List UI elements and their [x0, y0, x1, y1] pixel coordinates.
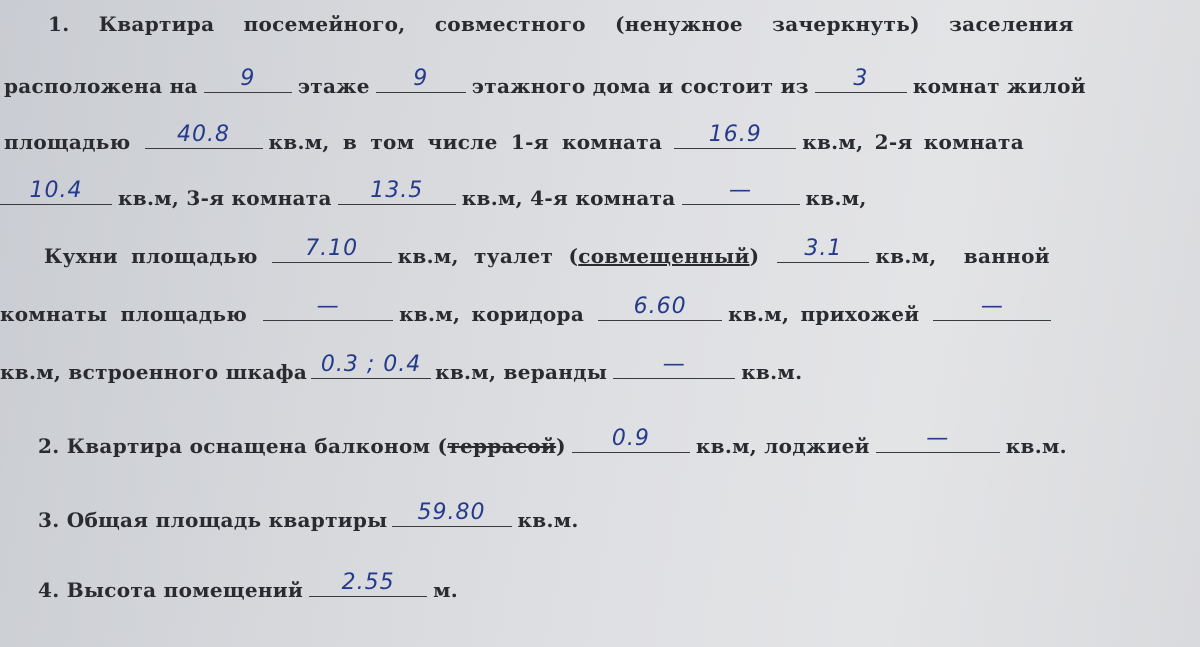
corridor-field[interactable]: [598, 294, 722, 321]
label-area: площадью: [4, 130, 131, 154]
room4-field[interactable]: [682, 178, 800, 205]
form-line-5: [44, 236, 1200, 268]
form-line-1: [48, 12, 1110, 36]
label-room1: кв.м, в том числе 1-я комната: [268, 130, 663, 154]
label-living-rooms: комнат жилой: [912, 74, 1086, 98]
living-area-field[interactable]: [145, 122, 263, 149]
form-line-balcony: [38, 426, 1200, 458]
bathroom-value: —: [316, 294, 340, 319]
form-line-2: [4, 66, 1200, 98]
room1-value: 16.9: [708, 122, 762, 147]
form-line-height: [38, 570, 1200, 602]
label-kitchen: Кухни площадью: [44, 244, 258, 268]
label-terrace-struck: террасой: [447, 434, 557, 458]
floor-field[interactable]: [204, 66, 292, 93]
label-sqm-loggia: кв.м.: [1005, 434, 1067, 458]
veranda-field[interactable]: [613, 352, 735, 379]
label-hall: кв.м, прихожей: [728, 302, 920, 326]
form-line-6: [0, 294, 1200, 326]
label-floor: этаже: [297, 74, 370, 98]
label-toilet-combined: совмещенный: [578, 244, 750, 268]
label-building-rooms: этажного дома и состоит из: [471, 74, 809, 98]
room3-value: 13.5: [370, 178, 424, 203]
label-sqm: кв.м,: [805, 186, 867, 210]
label-located-on: расположена на: [4, 74, 198, 98]
bathroom-field[interactable]: [263, 294, 393, 321]
toilet-value: 3.1: [804, 236, 843, 261]
total-area-value: 59.80: [417, 500, 486, 525]
label-height: 4. Высота помещений: [38, 578, 304, 602]
room2-field[interactable]: [0, 178, 112, 205]
label-room2: кв.м, 2-я комната: [802, 130, 1024, 154]
living-area-value: 40.8: [177, 122, 230, 147]
rooms-count-field[interactable]: [815, 66, 907, 93]
label-total-sqm: кв.м.: [517, 508, 579, 532]
balcony-value: 0.9: [611, 426, 650, 451]
label-balcony: 2. Квартира оснащена балконом (: [38, 434, 448, 458]
veranda-value: —: [662, 352, 686, 377]
form-line-7: [0, 352, 1200, 384]
kitchen-field[interactable]: [272, 236, 392, 263]
closet-value: 0.3 ; 0.4: [320, 352, 422, 377]
label-corridor: кв.м, коридора: [399, 302, 585, 326]
floors-total-field[interactable]: [376, 66, 466, 93]
label-balcony-close: ): [556, 434, 566, 458]
label-toilet: кв.м, туалет (: [397, 244, 579, 268]
intro-text: 1. Квартира посемейного, совместного (ненужное зачеркнуть) заселения: [48, 12, 1074, 36]
loggia-value: —: [926, 426, 950, 451]
floor-value: 9: [240, 66, 256, 91]
label-rooms-area: комнаты площадью: [0, 302, 248, 326]
form-line-4: [0, 178, 1200, 210]
corridor-value: 6.60: [633, 294, 687, 319]
label-closet: кв.м, встроенного шкафа: [0, 360, 308, 384]
hall-value: —: [980, 294, 1004, 319]
room3-field[interactable]: [338, 178, 456, 205]
label-toilet-close: ): [749, 244, 760, 268]
kitchen-value: 7.10: [305, 236, 359, 261]
rooms-count-value: 3: [853, 66, 869, 91]
label-room3: кв.м, 3-я комната: [118, 186, 332, 210]
total-area-field[interactable]: [392, 500, 512, 527]
label-bathroom: кв.м, ванной: [875, 244, 1050, 268]
label-loggia: кв.м, лоджией: [695, 434, 870, 458]
closet-field[interactable]: [311, 352, 431, 379]
floors-total-value: 9: [413, 66, 429, 91]
balcony-field[interactable]: [572, 426, 690, 453]
label-meters: м.: [433, 578, 459, 602]
room2-value: 10.4: [29, 178, 83, 203]
hall-field[interactable]: [933, 294, 1051, 321]
height-value: 2.55: [341, 570, 395, 595]
height-field[interactable]: [309, 570, 427, 597]
loggia-field[interactable]: [876, 426, 1000, 453]
form-line-3: [4, 122, 1200, 154]
label-total-area: 3. Общая площадь квартиры: [38, 508, 388, 532]
toilet-field[interactable]: [777, 236, 869, 263]
form-line-total: [38, 500, 1200, 532]
room1-field[interactable]: [674, 122, 796, 149]
label-sqm-end: кв.м.: [741, 360, 803, 384]
room4-value: —: [729, 178, 753, 203]
label-room4: кв.м, 4-я комната: [461, 186, 676, 210]
label-veranda: кв.м, веранды: [435, 360, 608, 384]
